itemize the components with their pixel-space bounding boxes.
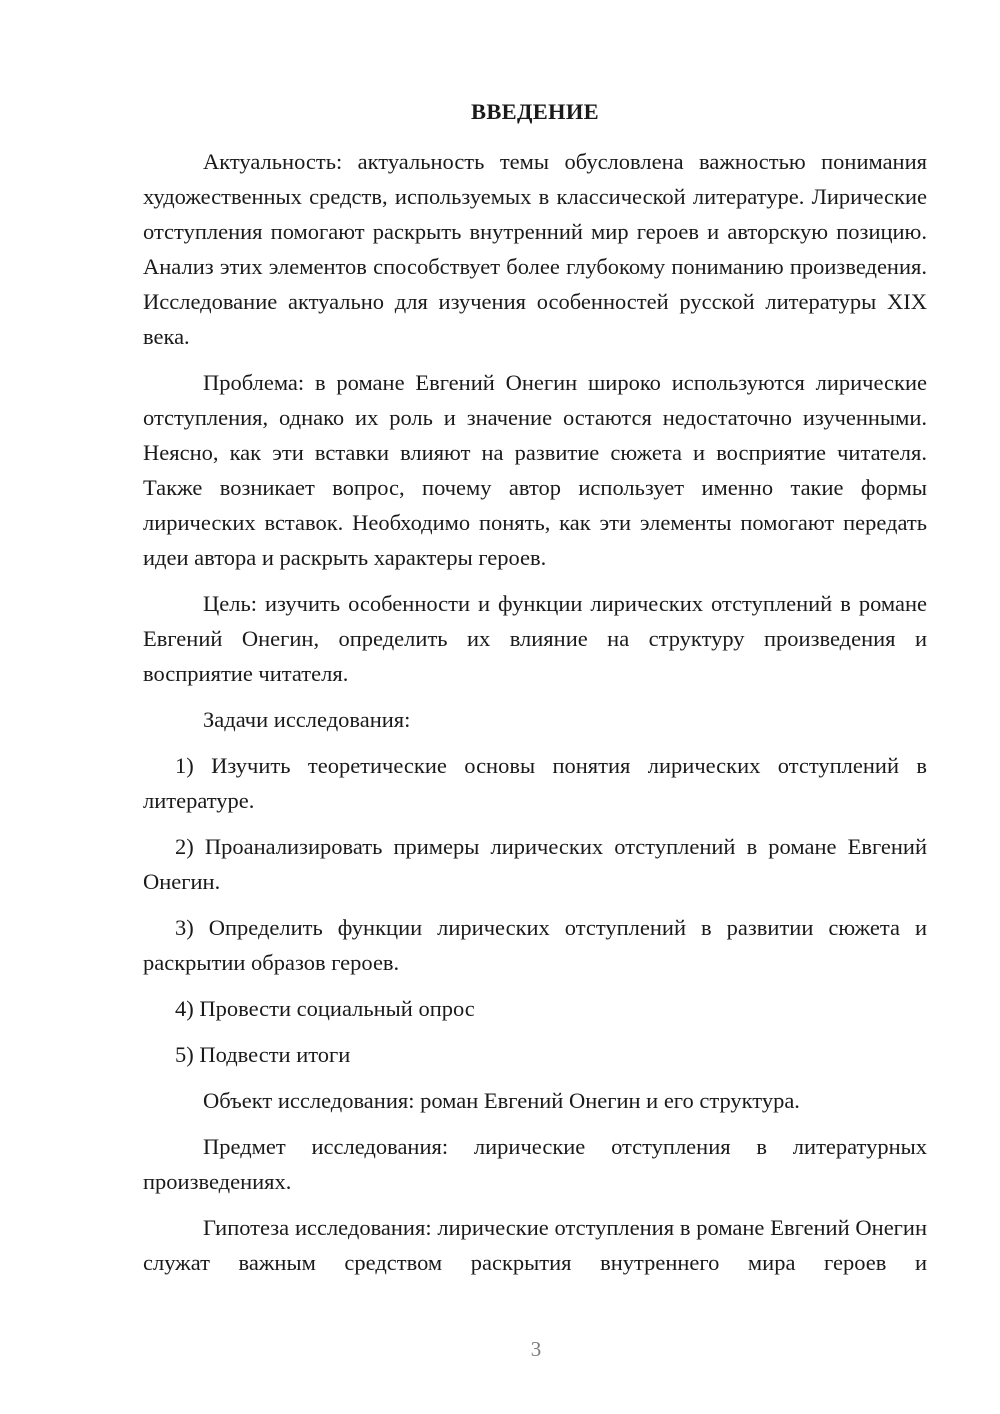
object-paragraph: Объект исследования: роман Евгений Онегин и его структура.: [203, 1088, 800, 1113]
task-item-3: 3) Определить функции лирических отступлений в развитии сюжета и раскрытии образов героев.: [143, 915, 927, 975]
task-item-1: 1) Изучить теоретические основы понятия лирических отступлений в литературе.: [143, 753, 927, 813]
task-item-2: 2) Проанализировать примеры лирических отступлений в романе Евгений Онегин.: [143, 834, 927, 894]
problem-paragraph: Проблема: в романе Евгений Онегин широко используются лирические отступления, однако их роль и значение остаются недостаточно изученными. Неясно, как эти вставки влияют на развитие сюжета и восприятие читателя. Также возникает вопрос, почему автор использует именно такие формы лирических вставок. Необходимо понять, как эти элементы помогают передать идеи автора и раскрыть характеры героев.: [143, 370, 927, 570]
page-content: [143, 94, 927, 1291]
section-heading: ВВЕДЕНИЕ: [471, 99, 599, 124]
relevance-paragraph: Актуальность: актуальность темы обусловлена важностью понимания художественных средств, используемых в классической литературе. Лирические отступления помогают раскрыть внутренний мир героев и авторскую позицию. Анализ этих элементов способствует более глубокому пониманию произведения. Исследование актуально для изучения особенностей русской литературы XIX века.: [143, 149, 927, 349]
hypothesis-paragraph: Гипотеза исследования: лирические отступления в романе Евгений Онегин служат важным средством раскрытия внутреннего мира героев и: [143, 1215, 927, 1275]
subject-paragraph: Предмет исследования: лирические отступления в литературных произведениях.: [143, 1134, 927, 1194]
goal-paragraph: Цель: изучить особенности и функции лирических отступлений в романе Евгений Онегин, определить их влияние на структуру произведения и восприятие читателя.: [143, 591, 927, 686]
tasks-title: Задачи исследования:: [203, 707, 411, 732]
page-number: 3: [530, 1337, 542, 1361]
task-item-5: 5) Подвести итоги: [175, 1042, 351, 1067]
task-item-4: 4) Провести социальный опрос: [175, 996, 475, 1021]
